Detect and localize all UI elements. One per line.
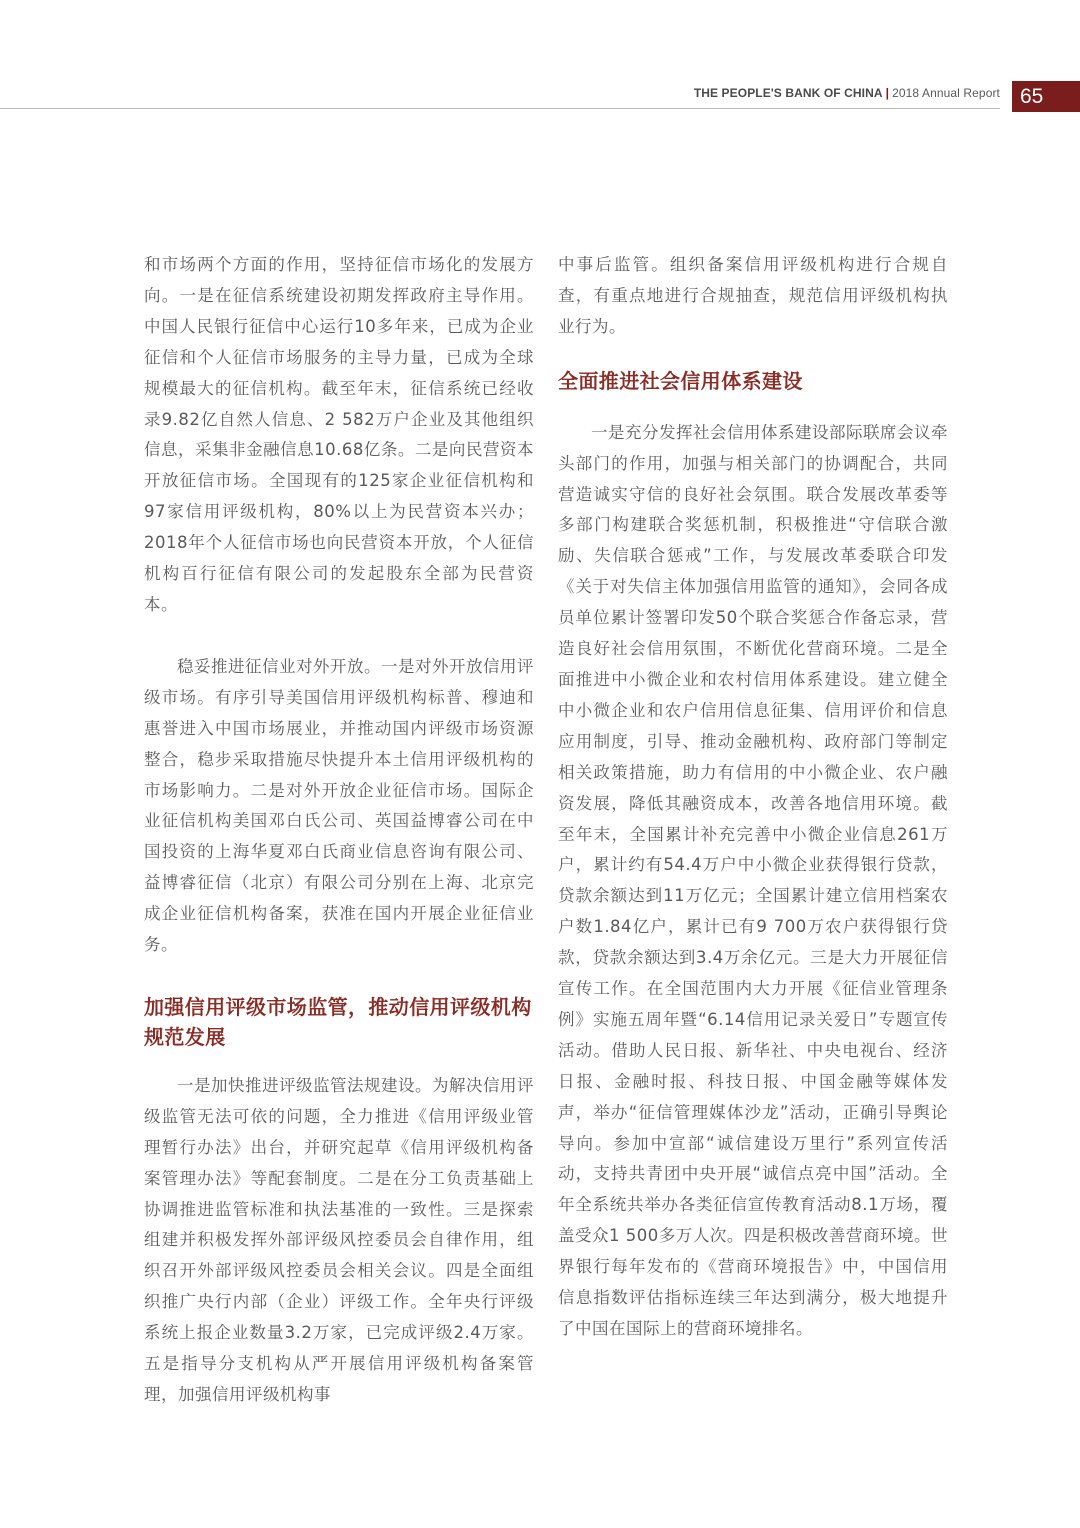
section-heading-social-credit: 全面推进社会信用体系建设 bbox=[558, 368, 803, 393]
running-header bbox=[694, 86, 1000, 100]
header-separator: | bbox=[885, 86, 890, 100]
left-paragraph-1: 和市场两个方面的作用，坚持征信市场化的发展方向。一是在征信系统建设初期发挥政府主导作用。中国人民银行征信中心运行10多年来，已成为企业征信和个人征信市场服务的主导力量，已成为全球规模最大的征信机构。截至年末，征信系统已经收录9.82亿自然人信息、2 582万户企业及其他组织信息，采集非金融信息10.68亿条。二是向民营资本开放征信市场。全国现有的125家企业征信机构和97家信用评级机构，80%以上为民营资本兴办；2018年个人征信市场也向民营资本开放，个人征信机构百行征信有限公司的发起股东全部为民营资本。 bbox=[144, 255, 534, 614]
right-paragraph-1: 中事后监管。组织备案信用评级机构进行合规自查，有重点地进行合规抽查，规范信用评级机构执业行为。 bbox=[558, 255, 948, 336]
section-heading-rating-supervision: 加强信用评级市场监管，推动信用评级机构规范发展 bbox=[144, 994, 532, 1049]
page-number: 65 bbox=[1012, 81, 1080, 112]
right-paragraph-2: 一是充分发挥社会信用体系建设部际联席会议牵头部门的作用，加强与相关部门的协调配合，共同营造诚实守信的良好社会氛围。联合发展改革委等多部门构建联合奖惩机制，积极推进“守信联合激励、失信联合惩戒”工作，与发展改革委联合印发《关于对失信主体加强信用监管的通知》，会同各成员单位累计签署印发50个联合奖惩合作备忘录，营造良好社会信用氛围，不断优化营商环境。二是全面推进中小微企业和农村信用体系建设。建立健全中小微企业和农户信用信息征集、信用评价和信息应用制度，引导、推动金融机构、政府部门等制定相关政策措施，助力有信用的中小微企业、农户融资发展，降低其融资成本，改善各地信用环境。截至年末，全国累计补充完善中小微企业信息261万户，累计约有54.4万户中小微企业获得银行贷款，贷款余额达到11万亿元；全国累计建立信用档案农户数1.84亿户，累计已有9 700万农户获得银行贷款，贷款余额达到3.4万余亿元。三是大力开展征信宣传工作。在全国范围内大力开展《征信业管理条例》实施五周年暨“6.14信用记录关爱日”专题宣传活动。借助人民日报、新华社、中央电视台、经济日报、金融时报、科技日报、中国金融等媒体发声，举办“征信管理媒体沙龙”活动，正确引导舆论导向。参加中宣部“诚信建设万里行”系列宣传活动，支持共青团中央开展“诚信点亮中国”活动。全年全系统共举办各类征信宣传教育活动8.1万场，覆盖受众1 500多万人次。四是积极改善营商环境。世界银行每年发布的《营商环境报告》中，中国信用信息指数评估指标连续三年达到满分，极大地提升了中国在国际上的营商环境排名。 bbox=[558, 422, 948, 1338]
left-paragraph-2: 稳妥推进征信业对外开放。一是对外开放信用评级市场。有序引导美国信用评级机构标普、穆迪和惠誉进入中国市场展业，并推动国内评级市场资源整合，稳步采取措施尽快提升本土信用评级机构的市场影响力。二是对外开放企业征信市场。国际企业征信机构美国邓白氏公司、英国益博睿公司在中国投资的上海华夏邓白氏商业信息咨询有限公司、益博睿征信（北京）有限公司分别在上海、北京完成企业征信机构备案，获准在国内开展企业征信业务。 bbox=[144, 656, 534, 955]
left-paragraph-3: 一是加快推进评级监管法规建设。为解决信用评级监管无法可依的问题，全力推进《信用评级业管理暂行办法》出台，并研究起草《信用评级机构备案管理办法》等配套制度。二是在分工负责基础上协调推进监管标准和执法基准的一致性。三是探索组建并积极发挥外部评级风控委员会自律作用，组织召开外部评级风控委员会相关会议。四是全面组织推广央行内部（企业）评级工作。全年央行评级系统上报企业数量3.2万家，已完成评级2.4万家。五是指导分支机构从严开展信用评级机构备案管理，加强信用评级机构事 bbox=[144, 1075, 534, 1404]
header-report-title: 2018 Annual Report bbox=[892, 86, 1000, 100]
header-org: THE PEOPLE'S BANK OF CHINA bbox=[693, 86, 883, 100]
left-column bbox=[144, 250, 534, 1411]
header-rule bbox=[0, 108, 1000, 109]
right-column bbox=[558, 250, 948, 1345]
